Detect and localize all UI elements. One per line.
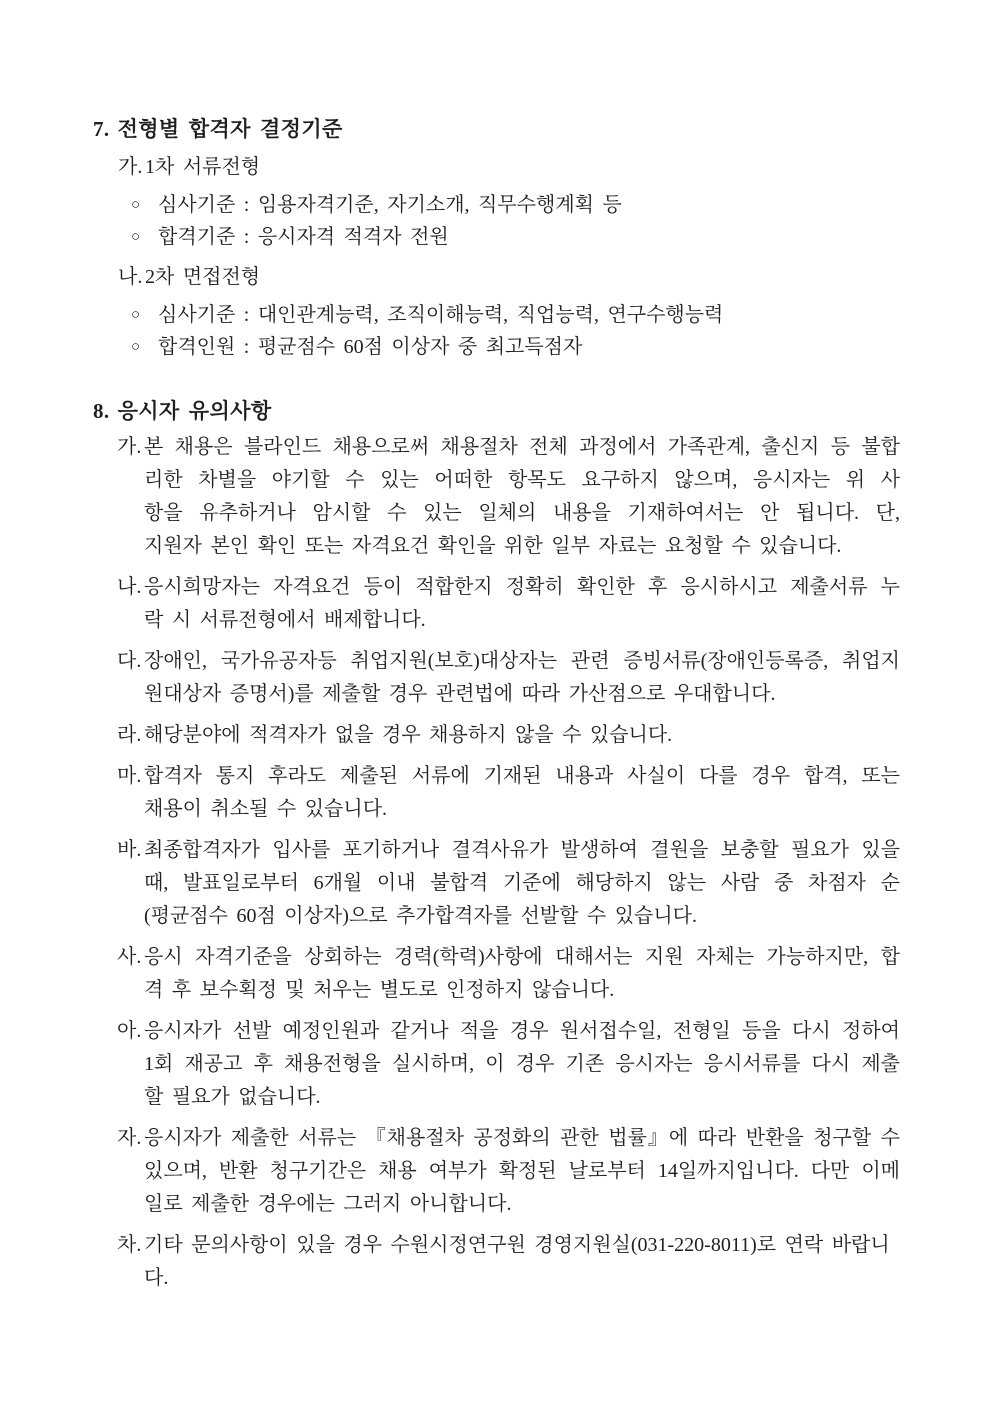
section-8-number: 8. [93, 399, 110, 423]
circle-bullet-icon: ○ [131, 307, 141, 323]
item-label: 라. [117, 724, 142, 746]
sub-item-title: 1차 서류전형 [145, 156, 261, 178]
sub-item-ga [118, 152, 900, 182]
section-7-title [93, 115, 900, 143]
item-line: 최종합격자가 입사를 포기하거나 결격사유가 발생하여 결원을 보충할 필요가 있을 [144, 839, 900, 861]
section-7-title-text: 전형별 합격자 결정기준 [117, 117, 343, 141]
item-line: (평균점수 60점 이상자)으로 추가합격자를 선발할 수 있습니다. [144, 905, 697, 927]
item-body [144, 941, 900, 1007]
item-line: 응시자가 선발 예정인원과 같거나 적을 경우 원서접수일, 전형일 등을 다시 정하여 [144, 1020, 900, 1042]
section-8 [93, 397, 900, 1295]
notice-item-cha [117, 1229, 900, 1295]
item-label: 다. [117, 650, 142, 672]
notice-item-ba [117, 834, 900, 933]
item-line: 할 필요가 없습니다. [144, 1086, 321, 1108]
item-body [144, 719, 900, 752]
bullet-text: 심사기준 : 대인관계능력, 조직이해능력, 직업능력, 연구수행능력 [158, 304, 724, 326]
item-label: 가. [117, 436, 142, 458]
sub-item-na [118, 262, 900, 292]
item-line: 항을 유추하거나 암시할 수 있는 일체의 내용을 기재하여서는 안 됩니다. 단, [144, 502, 900, 524]
item-line: 응시 자격기준을 상회하는 경력(학력)사항에 대해서는 지원 자체는 가능하지만, 합 [144, 946, 900, 968]
notice-item-a [117, 1015, 900, 1114]
item-label: 차. [117, 1234, 142, 1256]
bullet-row [131, 221, 900, 253]
item-body [144, 571, 900, 637]
sub-item-label: 가. [118, 156, 143, 178]
item-label: 나. [117, 576, 142, 598]
sub-item-label: 나. [118, 266, 143, 288]
item-line: 일로 제출한 경우에는 그러지 아니합니다. [144, 1193, 512, 1215]
item-label: 바. [117, 839, 142, 861]
notice-item-ra [117, 719, 900, 752]
item-line: 원대상자 증명서)를 제출할 경우 관련법에 따라 가산점으로 우대합니다. [144, 683, 776, 705]
item-body [144, 1229, 900, 1295]
item-body [144, 645, 900, 711]
item-line: 응시자가 제출한 서류는 『채용절차 공정화의 관한 법률』에 따라 반환을 청구할 수 [144, 1127, 900, 1149]
sub-item-title: 2차 면접전형 [145, 266, 261, 288]
notice-item-da [117, 645, 900, 711]
section-8-title [93, 397, 900, 425]
notice-item-sa [117, 941, 900, 1007]
bullet-row [131, 331, 900, 363]
item-body [144, 834, 900, 933]
circle-bullet-icon: ○ [131, 229, 141, 245]
item-body [144, 760, 900, 826]
item-line: 본 채용은 블라인드 채용으로써 채용절차 전체 과정에서 가족관계, 출신지 등 불합 [144, 436, 900, 458]
item-label: 마. [117, 765, 142, 787]
item-body [144, 1122, 900, 1221]
notice-item-ja [117, 1122, 900, 1221]
item-line: 채용이 취소될 수 있습니다. [144, 798, 388, 820]
item-line: 리한 차별을 야기할 수 있는 어떠한 항목도 요구하지 않으며, 응시자는 위 사 [144, 469, 900, 491]
item-line: 격 후 보수획정 및 처우는 별도로 인정하지 않습니다. [144, 979, 615, 1001]
item-line: 해당분야에 적격자가 없을 경우 채용하지 않을 수 있습니다. [144, 724, 673, 746]
bullet-text: 합격기준 : 응시자격 적격자 전원 [158, 226, 449, 248]
item-line: 1회 재공고 후 채용전형을 실시하며, 이 경우 기존 응시자는 응시서류를 다시 제출 [144, 1053, 900, 1075]
item-label: 자. [117, 1127, 142, 1149]
section-7-number: 7. [93, 117, 110, 141]
bullet-text: 합격인원 : 평균점수 60점 이상자 중 최고득점자 [158, 336, 583, 358]
bullet-row [131, 299, 900, 331]
item-body [144, 1015, 900, 1114]
section-7 [93, 115, 900, 363]
notice-item-ma [117, 760, 900, 826]
item-line: 지원자 본인 확인 또는 자격요건 확인을 위한 일부 자료는 요청할 수 있습니다. [144, 535, 842, 557]
item-line: 있으며, 반환 청구기간은 채용 여부가 확정된 날로부터 14일까지입니다. 다만 이메 [144, 1160, 900, 1182]
item-body [144, 431, 900, 563]
item-line: 응시희망자는 자격요건 등이 적합한지 정확히 확인한 후 응시하시고 제출서류 누 [144, 576, 900, 598]
notice-item-na [117, 571, 900, 637]
circle-bullet-icon: ○ [131, 339, 141, 355]
circle-bullet-icon: ○ [131, 197, 141, 213]
item-label: 아. [117, 1020, 142, 1042]
item-line: 합격자 통지 후라도 제출된 서류에 기재된 내용과 사실이 다를 경우 합격, 또는 [144, 765, 900, 787]
item-line: 기타 문의사항이 있을 경우 수원시정연구원 경영지원실(031-220-8011)로 연락 바랍니다. [144, 1234, 890, 1289]
section-8-title-text: 응시자 유의사항 [117, 399, 272, 423]
item-line: 장애인, 국가유공자등 취업지원(보호)대상자는 관련 증빙서류(장애인등록증, 취업지 [144, 650, 900, 672]
item-line: 락 시 서류전형에서 배제합니다. [144, 609, 426, 631]
item-line: 때, 발표일로부터 6개월 이내 불합격 기준에 해당하지 않는 사람 중 차점자 순 [144, 872, 900, 894]
item-label: 사. [117, 946, 142, 968]
notice-item-ga [117, 431, 900, 563]
bullet-row [131, 189, 900, 221]
bullet-text: 심사기준 : 임용자격기준, 자기소개, 직무수행계획 등 [158, 194, 622, 216]
